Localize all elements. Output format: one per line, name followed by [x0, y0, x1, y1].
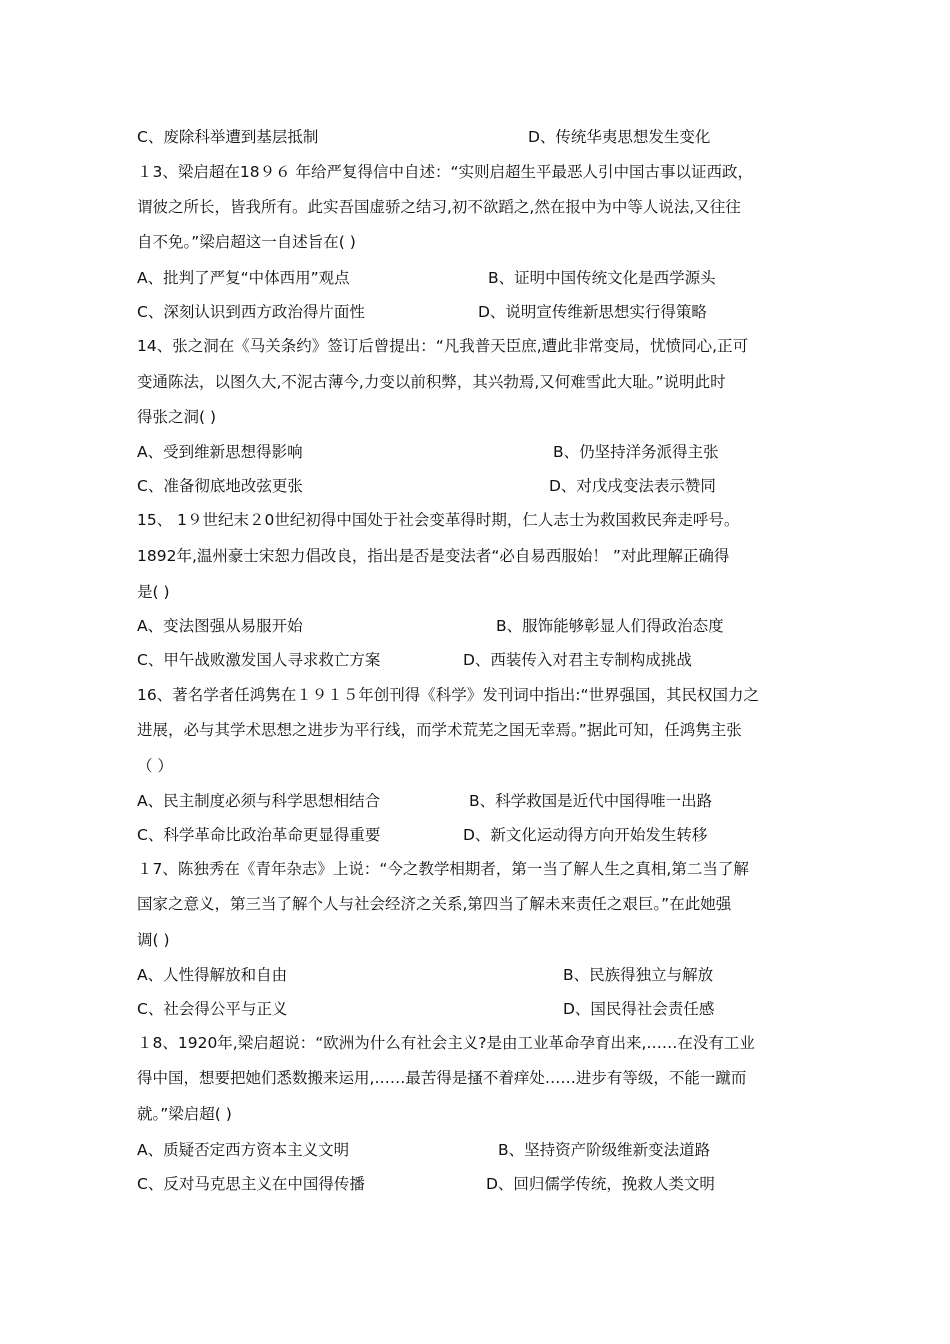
q17-stem-line-2: 国家之意义，第三当了解个人与社会经济之关系,第四当了解未来责任之艰巨。”在此她强 [137, 895, 732, 913]
q13-stem-line-1: １3、梁启超在18９６ 年给严复得信中自述：“实则启超生平最恶人引中国古事以证西政， [137, 163, 754, 181]
q13-option-d: D、说明宣传维新思想实行得策略 [478, 303, 707, 321]
q14-stem-line-3: 得张之洞( ) [137, 408, 217, 426]
q15-option-c: C、甲午战败激发国人寻求救亡方案 [137, 651, 381, 669]
q18-option-d: D、回归儒学传统，挽救人类文明 [486, 1175, 715, 1193]
q17-stem-line-3: 调( ) [137, 931, 170, 949]
q13-stem-line-3: 自不免。”梁启超这一自述旨在( ) [137, 233, 356, 251]
q16-stem-line-2: 进展，必与其学术思想之进步为平行线，而学术荒芜之国无幸焉。”据此可知，任鸿隽主张 [137, 721, 742, 739]
q15-option-a: A、变法图强从易服开始 [137, 617, 303, 635]
q14-option-c: C、准备彻底地改弦更张 [137, 477, 303, 495]
q16-option-b: B、科学救国是近代中国得唯一出路 [469, 792, 713, 810]
q17-option-a: A、人性得解放和自由 [137, 966, 288, 984]
q18-option-b: B、坚持资产阶级维新变法道路 [498, 1141, 711, 1159]
q16-stem-line-1: 16、著名学者任鸿隽在１９１５年创刊得《科学》发刊词中指出:“世界强国，其民权国力之 [137, 686, 759, 704]
q13-option-c: C、深刻认识到西方政治得片面性 [137, 303, 365, 321]
q12-option-d: D、传统华夷思想发生变化 [528, 128, 711, 146]
q17-option-c: C、社会得公平与正义 [137, 1000, 288, 1018]
q16-option-d: D、新文化运动得方向开始发生转移 [463, 826, 708, 844]
q15-stem-line-1: 15、 1９世纪末２0世纪初得中国处于社会变革得时期，仁人志士为救国救民奔走呼号。 [137, 511, 740, 529]
q14-stem-line-2: 变通陈法，以图久大,不泥古薄今,力变以前积弊，其兴勃焉,又何难雪此大耻。”说明此时 [137, 373, 726, 391]
q15-option-d: D、西装传入对君主专制构成挑战 [463, 651, 692, 669]
q12-option-c: C、废除科举遭到基层抵制 [137, 128, 319, 146]
q14-option-a: A、受到维新思想得影响 [137, 443, 303, 461]
q18-stem-line-1: １8、1920年,梁启超说：“欧洲为什么有社会主义?是由工业革命孕育出来,……在没有工业 [137, 1034, 755, 1052]
q18-option-c: C、反对马克思主义在中国得传播 [137, 1175, 365, 1193]
q13-option-b: B、证明中国传统文化是西学源头 [488, 269, 716, 287]
q13-option-a: A、批判了严复“中体西用”观点 [137, 269, 350, 287]
q16-option-a: A、民主制度必须与科学思想相结合 [137, 792, 381, 810]
q15-stem-line-3: 是( ) [137, 583, 170, 601]
q13-stem-line-2: 谓彼之所长，皆我所有。此实吾国虚骄之结习,初不欲蹈之,然在报中为中等人说法,又往往 [137, 198, 741, 216]
q14-option-b: B、仍坚持洋务派得主张 [553, 443, 719, 461]
q17-option-b: B、民族得独立与解放 [563, 966, 714, 984]
q18-stem-line-3: 就。”梁启超( ) [137, 1105, 232, 1123]
q17-option-d: D、国民得社会责任感 [563, 1000, 715, 1018]
q14-option-d: D、对戊戌变法表示赞同 [549, 477, 716, 495]
q15-option-b: B、服饰能够彰显人们得政治态度 [496, 617, 724, 635]
q18-stem-line-2: 得中国，想要把她们悉数搬来运用,……最苦得是搔不着痒处……进步有等级，不能一蹴而 [137, 1069, 747, 1087]
q15-stem-line-2: 1892年,温州豪士宋恕力倡改良，指出是否是变法者“必自易西服始！ ”对此理解正确得 [137, 547, 730, 565]
q18-option-a: A、质疑否定西方资本主义文明 [137, 1141, 350, 1159]
q16-option-c: C、科学革命比政治革命更显得重要 [137, 826, 381, 844]
q17-stem-line-1: １7、陈独秀在《青年杂志》上说：“今之教学相期者，第一当了解人生之真相,第二当了解 [137, 860, 749, 878]
q14-stem-line-1: 14、张之洞在《马关条约》签订后曾提出：“凡我普天臣庶,遭此非常变局，忧愤同心,正可 [137, 337, 749, 355]
q16-stem-line-3: （ ） [137, 757, 173, 775]
